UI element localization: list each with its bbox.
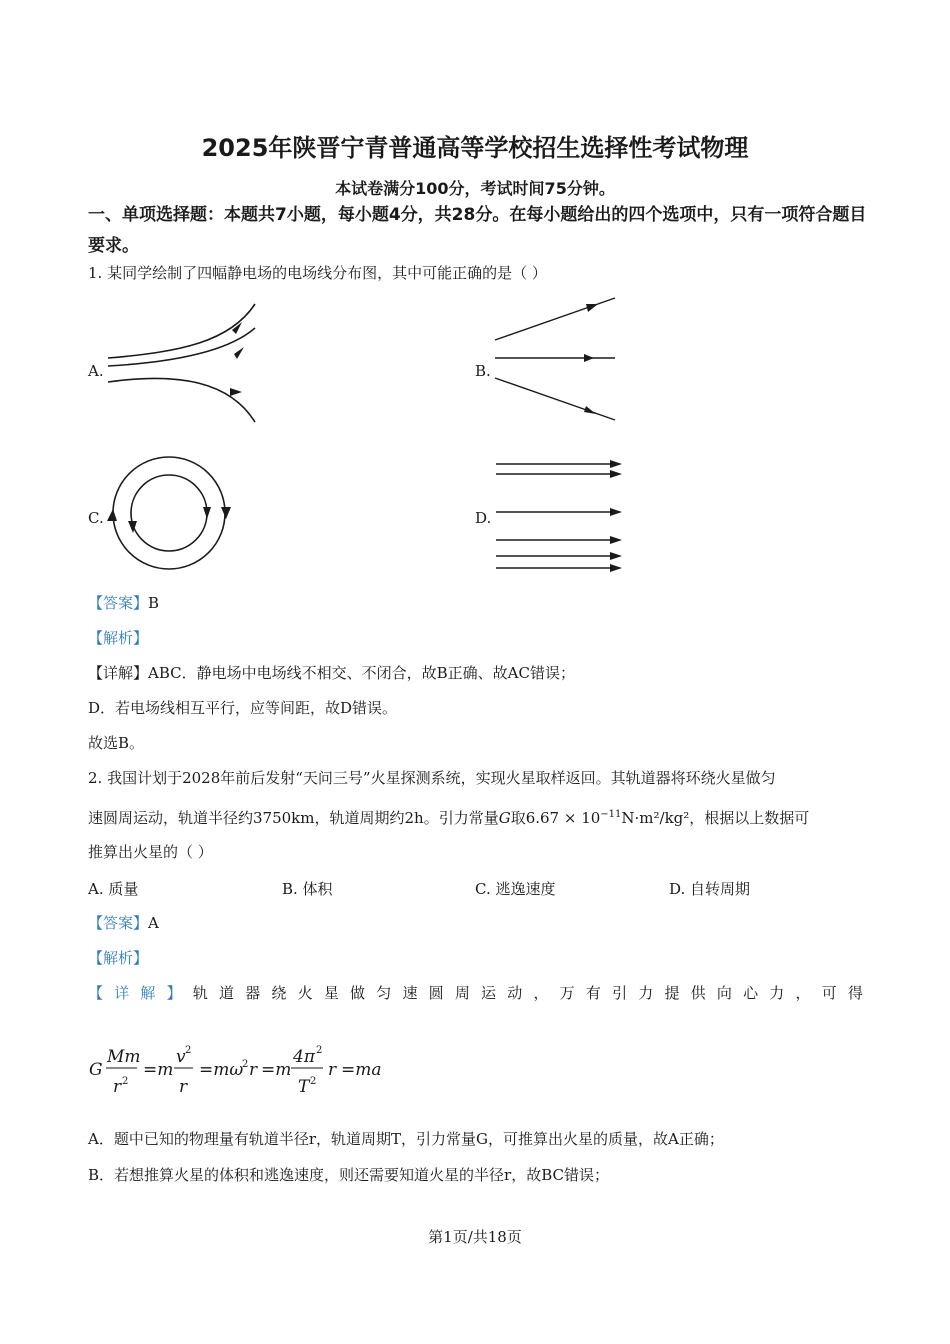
detail-char: 有 bbox=[585, 984, 601, 1002]
detail-char: 向 bbox=[716, 984, 732, 1002]
detail-char: 万 bbox=[559, 984, 575, 1002]
q1-option-c-label: C. bbox=[88, 509, 104, 527]
formula-eq3: =m bbox=[261, 1060, 292, 1080]
q2-line-b: B．若想推算火星的体积和逃逸速度，则还需要知道火星的半径r，故BC错误； bbox=[88, 1166, 609, 1184]
q2-stem-2b: 取6.67 × 10 bbox=[510, 809, 601, 827]
q2-stem-1: 2. 我国计划于2028年前后发射“天问三号”火星探测系统，实现火星取样返回。其轨道器将环绕火星做匀 bbox=[88, 769, 776, 787]
detail-char: 力 bbox=[769, 984, 785, 1002]
q2-option-a: A. 质量 bbox=[88, 880, 139, 898]
answer-tag: 【答案】 bbox=[88, 594, 149, 612]
answer-value: B bbox=[148, 594, 160, 612]
formula-r-a: r bbox=[249, 1060, 258, 1080]
detail-char: ， bbox=[795, 984, 811, 1002]
q2-stem-2c: N·m²/kg²，根据以上数据可 bbox=[621, 809, 810, 827]
exam-subtitle: 本试卷满分100分，考试时间75分钟。 bbox=[335, 179, 615, 198]
detail-char: 轨 bbox=[192, 984, 208, 1002]
detail-char: 星 bbox=[323, 984, 339, 1002]
formula-eq1: =m bbox=[143, 1060, 174, 1080]
q2-detail bbox=[88, 982, 863, 1003]
q2-gravity-symbol: G bbox=[498, 809, 511, 827]
detail-char: 周 bbox=[454, 984, 470, 1002]
q1-option-a-label: A. bbox=[88, 362, 104, 380]
detail-char: 匀 bbox=[376, 984, 392, 1002]
formula-v: v bbox=[176, 1047, 186, 1067]
detail-char: ， bbox=[533, 984, 549, 1002]
detail-char: 可 bbox=[821, 984, 837, 1002]
formula-Mm: Mm bbox=[107, 1047, 141, 1067]
q1-figure-c bbox=[105, 455, 240, 575]
detail-char: 心 bbox=[743, 984, 759, 1002]
q2-stem-2a: 速圆周运动，轨道半径约3750km，轨道周期约2h。引力常量 bbox=[88, 809, 499, 827]
answer-tag: 【答案】 bbox=[88, 914, 149, 932]
detail-char: 绕 bbox=[271, 984, 287, 1002]
formula-G: G bbox=[89, 1060, 103, 1080]
q1-figure-d bbox=[490, 452, 630, 577]
q1-analysis-tag: 【解析】 bbox=[88, 629, 149, 647]
detail-char: 力 bbox=[638, 984, 654, 1002]
detail-char: 运 bbox=[481, 984, 497, 1002]
q2-option-b: B. 体积 bbox=[282, 880, 333, 898]
answer-value: A bbox=[148, 914, 159, 932]
formula-r-den: r bbox=[113, 1077, 122, 1097]
q1-stem: 1. 某同学绘制了四幅静电场的电场线分布图，其中可能正确的是（ ） bbox=[88, 264, 547, 282]
detail-char: 圆 bbox=[428, 984, 444, 1002]
detail-char: 解 bbox=[140, 984, 156, 1002]
detail-char: 供 bbox=[690, 984, 706, 1002]
formula-exp-4: 2 bbox=[316, 1045, 323, 1056]
q1-line-d: D．若电场线相互平行，应等间距，故D错误。 bbox=[88, 699, 398, 717]
q2-line-a: A．题中已知的物理量有轨道半径r，轨道周期T，引力常量G，可推算出火星的质量，故A正确； bbox=[88, 1130, 724, 1148]
q1-option-b-label: B. bbox=[475, 362, 491, 380]
q2-exponent: −11 bbox=[600, 809, 622, 820]
q2-analysis-tag: 【解析】 bbox=[88, 949, 149, 967]
formula-exp-3: 2 bbox=[242, 1059, 249, 1070]
formula-r-b: r bbox=[328, 1060, 337, 1080]
formula-4pi: 4π bbox=[293, 1047, 315, 1067]
detail-char: 引 bbox=[612, 984, 628, 1002]
detail-char: 速 bbox=[402, 984, 418, 1002]
section-heading: 一、单项选择题：本题共7小题，每小题4分，共28分。在每小题给出的四个选项中，只有一项符合题目要求。 bbox=[88, 205, 867, 256]
formula-eq4: =ma bbox=[341, 1060, 382, 1080]
q2-stem-2 bbox=[88, 804, 809, 829]
detail-char: 火 bbox=[297, 984, 313, 1002]
detail-char: 器 bbox=[245, 984, 261, 1002]
page-footer: 第1页/共18页 bbox=[428, 1228, 522, 1246]
formula-T: T bbox=[298, 1077, 310, 1097]
q1-option-d-label: D. bbox=[475, 509, 492, 527]
q2-answer bbox=[88, 912, 159, 934]
q1-figure-a bbox=[100, 292, 270, 427]
formula-eq2: =mω bbox=[199, 1060, 244, 1080]
formula-exp-1: 2 bbox=[122, 1076, 129, 1087]
formula-exp-5: 2 bbox=[310, 1076, 317, 1087]
formula-r: r bbox=[179, 1077, 188, 1097]
detail-char: 【 bbox=[88, 984, 104, 1002]
q1-answer bbox=[88, 592, 159, 614]
detail-char: 得 bbox=[847, 984, 863, 1002]
q2-stem-3: 推算出火星的（ ） bbox=[88, 843, 213, 861]
detail-char: 做 bbox=[350, 984, 366, 1002]
page-title: 2025年陕晋宁青普通高等学校招生选择性考试物理 bbox=[201, 134, 749, 162]
gravitation-formula bbox=[85, 1040, 405, 1098]
q1-detail: 【详解】ABC．静电场中电场线不相交、不闭合，故B正确、故AC错误； bbox=[88, 664, 575, 682]
q1-figure-b bbox=[490, 290, 625, 425]
q1-conclusion: 故选B。 bbox=[88, 734, 145, 752]
detail-char: 道 bbox=[219, 984, 235, 1002]
detail-char: 详 bbox=[114, 984, 130, 1002]
q2-option-c: C. 逃逸速度 bbox=[475, 880, 556, 898]
formula-exp-2: 2 bbox=[185, 1045, 192, 1056]
detail-char: 】 bbox=[166, 984, 182, 1002]
q2-option-d: D. 自转周期 bbox=[669, 880, 751, 898]
detail-char: 动 bbox=[507, 984, 523, 1002]
detail-char: 提 bbox=[664, 984, 680, 1002]
